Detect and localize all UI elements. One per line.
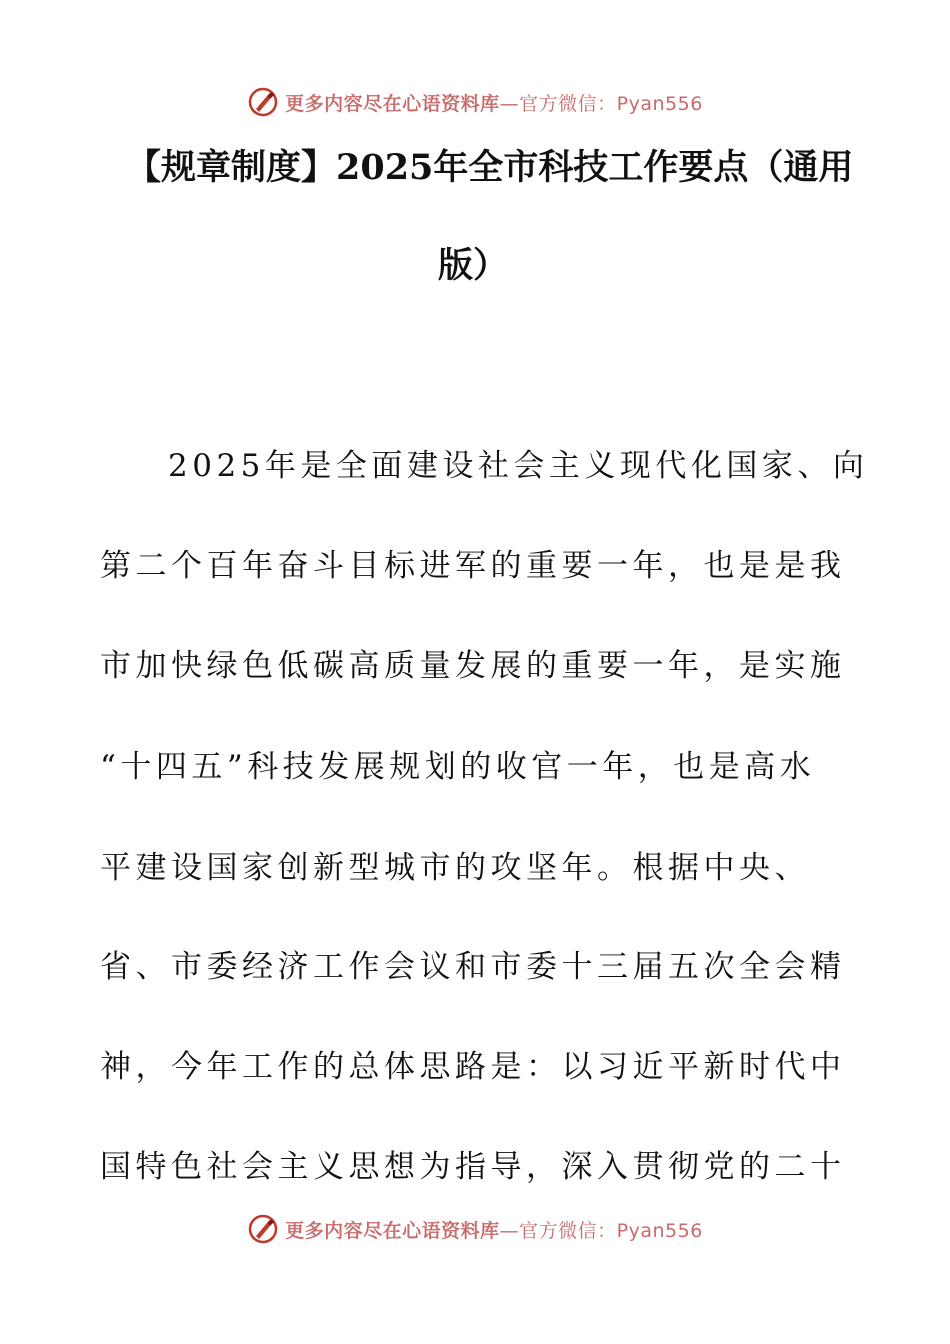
watermark-text [285, 89, 703, 116]
body-line-8: 国特色社会主义思想为指导，深入贯彻党的二十 [100, 1149, 846, 1185]
pen-logo-icon [247, 1213, 279, 1245]
footer-watermark [0, 1209, 950, 1249]
body-line-2: 第二个百年奋斗目标进军的重要一年，也是是我 [100, 548, 846, 584]
watermark-contact: 官方微信：Pyan556 [519, 92, 703, 115]
watermark-dash: — [499, 92, 520, 115]
body-line-6: 省、市委经济工作会议和市委十三届五次全会精 [100, 949, 846, 985]
body-line-3: 市加快绿色低碳高质量发展的重要一年，是实施 [100, 648, 846, 684]
body-line-1: 2025年是全面建设社会主义现代化国家、向 [168, 448, 869, 484]
pen-logo-icon [247, 86, 279, 118]
watermark-text [285, 1216, 703, 1243]
watermark-contact: 官方微信：Pyan556 [519, 1219, 703, 1242]
header-watermark [0, 82, 950, 122]
document-title-line-1: 【规章制度】2025年全市科技工作要点（通用 [126, 147, 854, 188]
watermark-brand: 更多内容尽在心语资料库 [285, 92, 500, 115]
body-line-7: 神，今年工作的总体思路是：以习近平新时代中 [100, 1049, 846, 1085]
watermark-brand: 更多内容尽在心语资料库 [285, 1219, 500, 1242]
body-line-5: 平建设国家创新型城市的攻坚年。根据中央、 [100, 850, 810, 886]
document-title-line-2: 版） [438, 245, 509, 286]
body-line-4: “十四五”科技发展规划的收官一年，也是高水 [100, 749, 816, 785]
watermark-dash: — [499, 1219, 520, 1242]
